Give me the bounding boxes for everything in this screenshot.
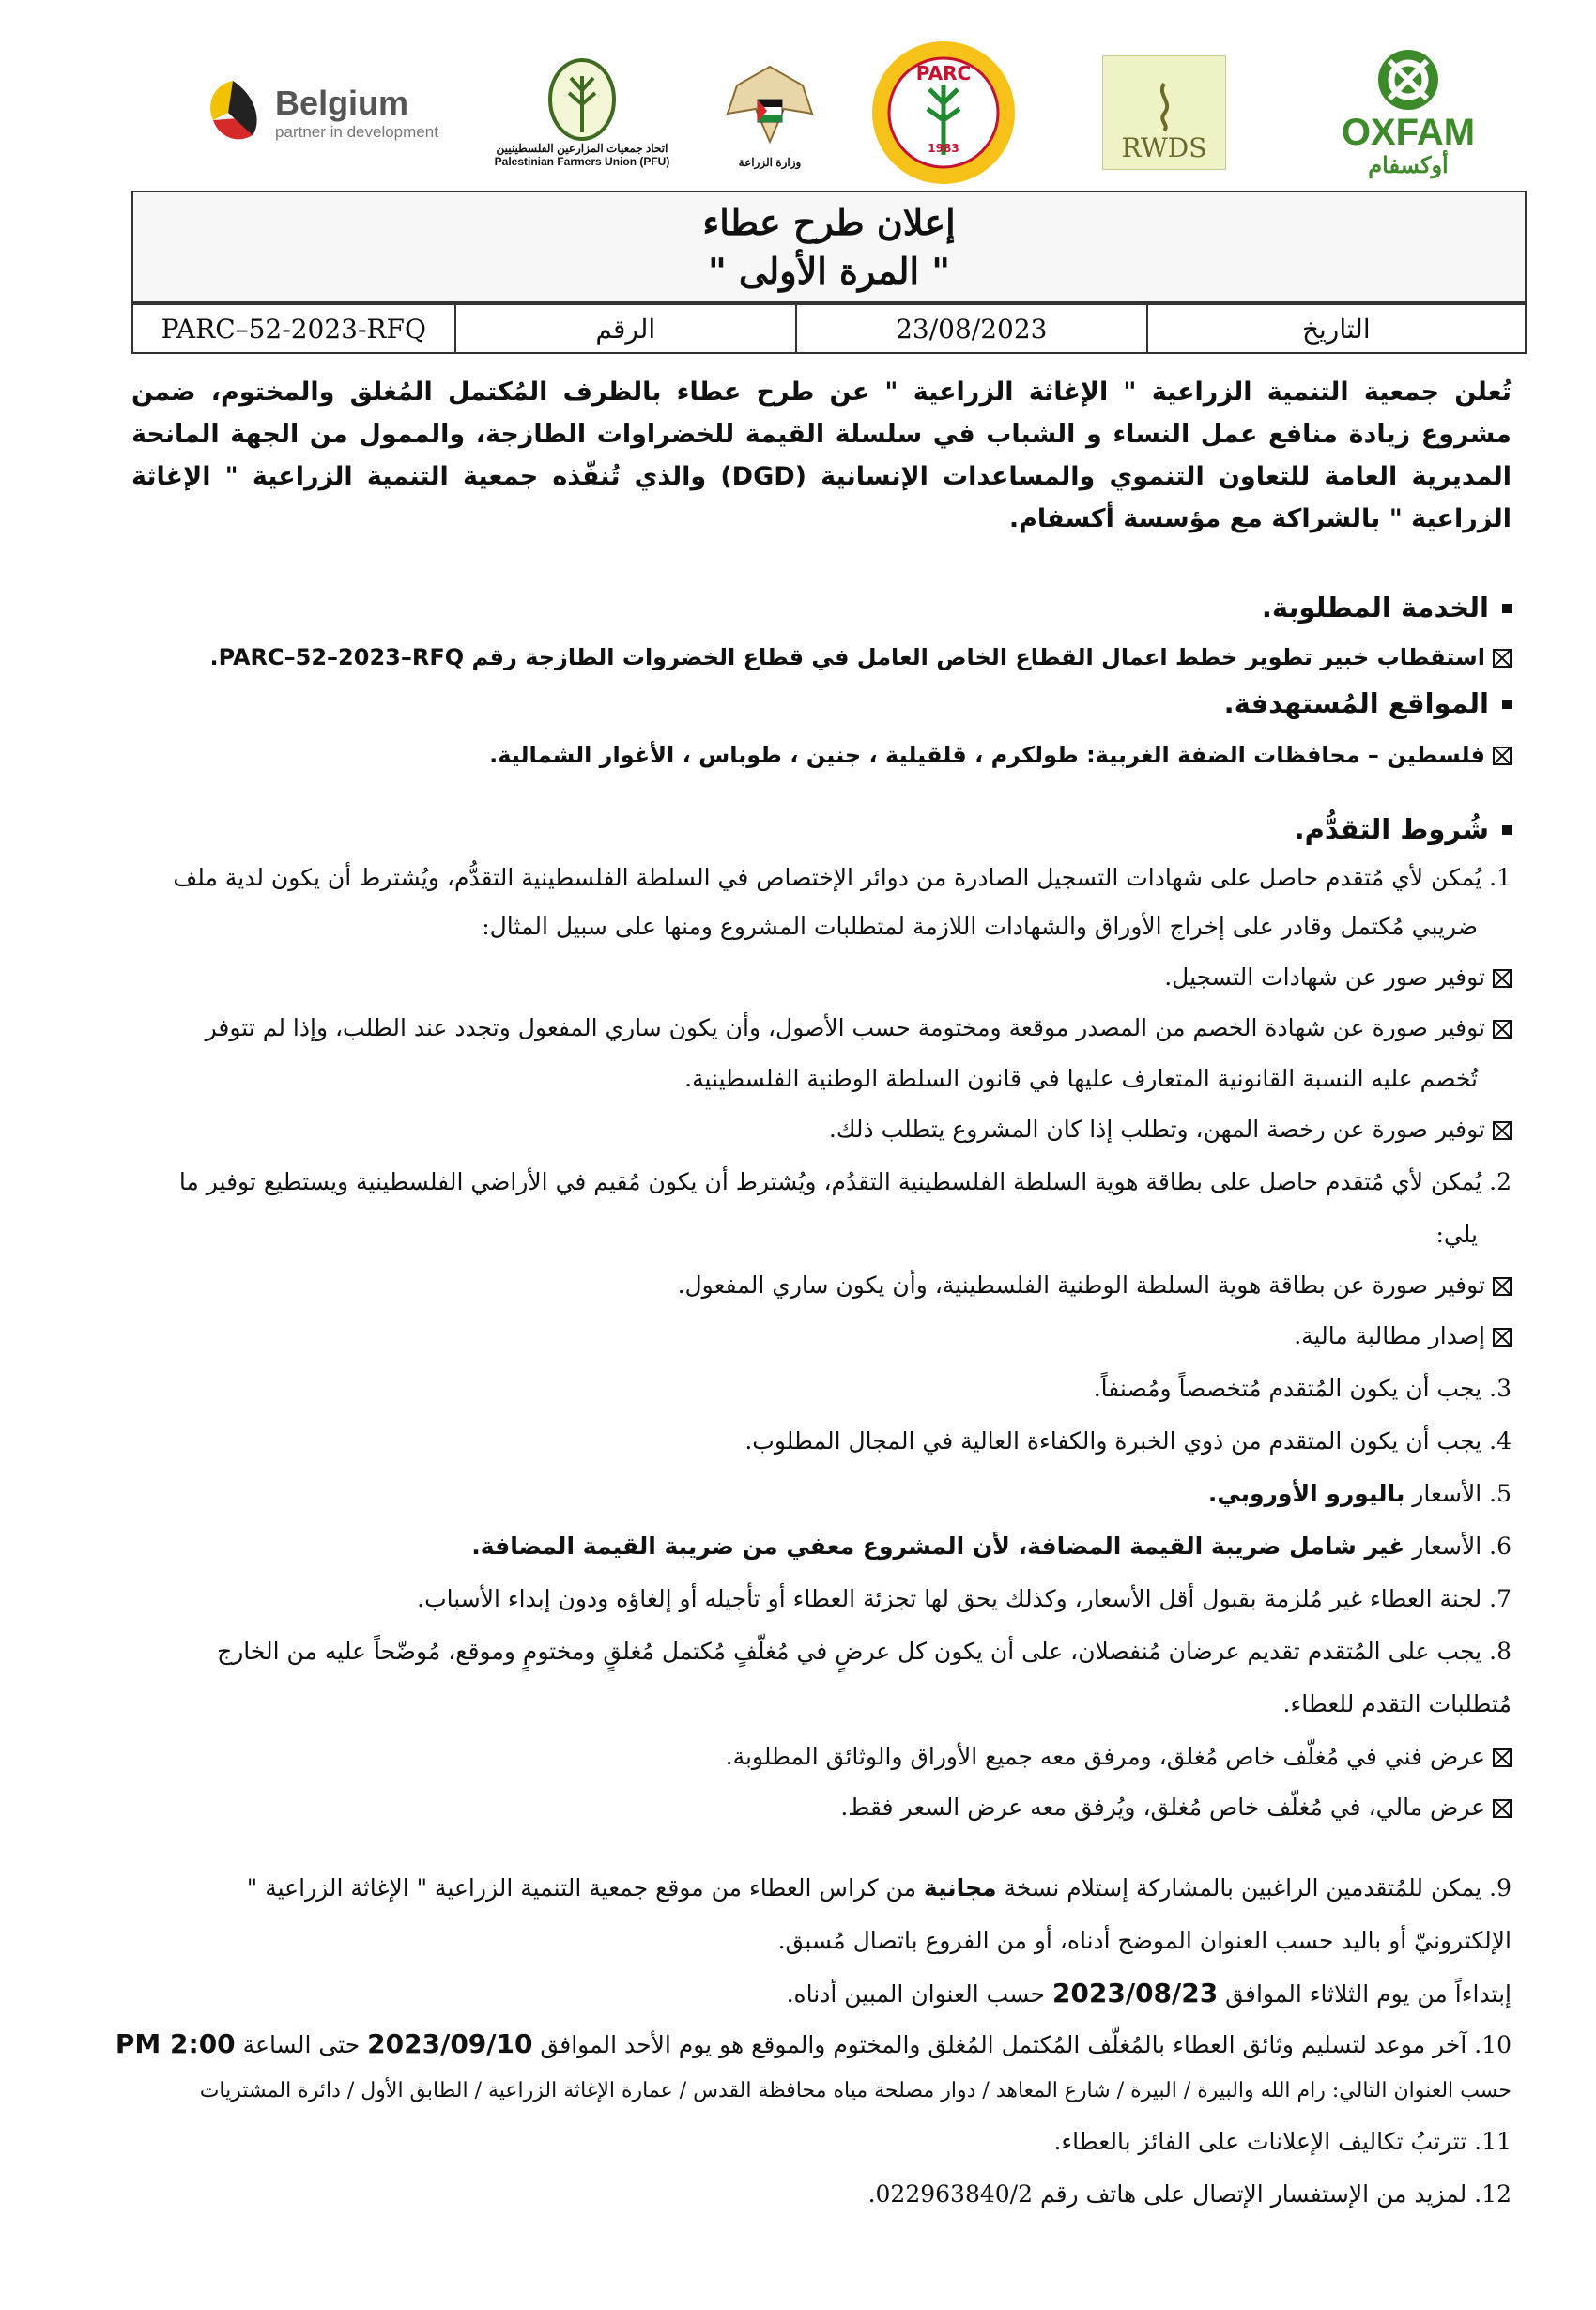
condition-9-line-3: إبتداءاً من يوم الثلاثاء الموافق 2023/08/23 حسب العنوان المبين أدناه. [786,1978,1512,2009]
bullet-square-icon [1502,604,1512,613]
checkbox-x-icon [1493,1277,1512,1296]
rwds-name: RWDS [1121,132,1207,163]
condition-1-item-3: توفير صورة عن رخصة المهن، وتطلب إذا كان المشروع يتطلب ذلك. [829,1116,1512,1143]
condition-2-line-1: 2. يُمكن لأي مُتقدم حاصل على بطاقة هوية السلطة الفلسطينية التقدُم، ويُشترط أن يكون مُقيم في الأراضي الفلسطينية ويستطيع توفير ما [178,1168,1512,1195]
belgium-name: Belgium [275,84,409,122]
condition-10: 10. آخر موعد لتسليم وثائق العطاء بالمُغلّف المُكتمل المُغلق والمختوم والموقع هو يوم الأحد الموافق 2023/09/10 حتى الساعة 2:00 PM [115,2028,1512,2059]
date-value: 23/08/2023 [796,304,1147,353]
condition-9-line-1: 9. يمكن للمُتقدمين الراغبين بالمشاركة إستلام نسخة مجانية من كراس العطاء من موقع جمعية التنمية الزراعية " الإغاثة الزراعية " [246,1874,1512,1902]
belgium-emblem-icon [200,75,266,150]
conditions-heading: شُروط التقدُّم. [1295,813,1512,845]
oxfam-emblem-icon [1371,47,1446,113]
announcement-subtitle: " المرة الأولى " [707,250,951,292]
date-label: التاريخ [1147,304,1526,353]
logo-strip [169,38,1512,188]
condition-1-item-1: توفير صور عن شهادات التسجيل. [1164,963,1512,991]
intro-paragraph: تُعلن جمعية التنمية الزراعية " الإغاثة الزراعية " عن طرح عطاء بالظرف المُكتمل المُغلق والمختوم، ضمن مشروع زيادة منافع عمل النساء و الشباب في سلسلة القيمة للخضراوات الطازجة، والممول من الجهة المانحة المديرية العامة للتعاون التنموي والمساعدات الإنسانية (DGD) والذي تُنفّذه جمعية التنمية الزراعية " الإغاثة الزراعية " بالشراكة مع مؤسسة أكسفام. [131,377,1512,533]
pfu-emblem-icon [545,57,620,142]
parc-sun-emblem-icon [862,38,1026,188]
condition-4: 4. يجب أن يكون المتقدم من ذوي الخبرة والكفاءة العالية في المجال المطلوب. [744,1427,1512,1455]
parc-year: 1983 [927,142,959,155]
condition-8-line-1: 8. يجب على المُتقدم تقديم عرضان مُنفصلان، على أن يكون كل عرضٍ في مُغلّفٍ مُكتمل مُغلقٍ ومختومٍ وموقع، مُوضّحاً عليه من الخارج [217,1638,1512,1665]
belgium-subtitle: partner in development [275,123,438,141]
rwds-figure-icon [1136,76,1192,132]
condition-12: 12. لمزيد من الإستفسار الإتصال على هاتف رقم 022963840/2. [867,2180,1512,2208]
bullet-square-icon [1502,825,1512,835]
rwds-logo [1098,38,1230,188]
condition-5: 5. الأسعار باليورو الأوروبي. [1207,1480,1512,1507]
condition-1-item-2-line-2: تُخصم عليه النسبة القانونية المتعارف عليها في قانون السلطة الوطنية الفلسطينية. [684,1065,1478,1092]
ministry-name: وزارة الزراعة [738,155,802,169]
checkbox-x-icon [1493,1748,1512,1767]
pfu-english-name: Palestinian Farmers Union (PFU) [494,155,670,168]
address-line: حسب العنوان التالي: رام الله والبيرة / البيرة / شارع المعاهد / دوار مصلحة مياه محافظة القدس / عمارة الإغاثة الزراعية / الطابق الأول / دائرة المشتريات [199,2079,1512,2102]
checkbox-x-icon [1493,1121,1512,1140]
condition-1-item-2-line-1: توفير صورة عن شهادة الخصم من المصدر موقعة ومختومة حسب الأصول، وأن يكون ساري المفعول وتجدد عند الطلب، وإذا لم تتوفر [206,1014,1512,1041]
service-item: استقطاب خبير تطوير خطط اعمال القطاع الخاص العامل في قطاع الخضروات الطازجة رقم PARC–52–2023–RFQ. [209,644,1512,670]
checkbox-x-icon [1493,747,1512,765]
checkbox-x-icon [1493,649,1512,668]
checkbox-x-icon [1493,969,1512,988]
condition-1-line-2: ضريبي مُكتمل وقادر على إخراج الأوراق والشهادات اللازمة لمتطلبات المشروع ومنها على سبيل المثال: [482,913,1478,940]
announcement-title: إعلان طرح عطاء [702,201,956,243]
oxfam-logo [1305,38,1512,188]
parc-acronym: PARC [915,62,971,85]
service-heading: الخدمة المطلوبة. [1262,592,1512,624]
condition-8-item-2: عرض مالي، في مُغلّف خاص مُغلق، ويُرفق معه عرض السعر فقط. [840,1794,1512,1821]
announcement-title-box [131,191,1527,303]
parc-logo [854,38,1033,188]
locations-heading: المواقع المُستهدفة. [1224,687,1512,719]
ministry-logo [709,38,831,188]
reference-date-table [131,303,1527,354]
condition-9-line-2: الإلكترونيّ أو باليد حسب العنوان الموضح أدناه، أو من الفروع باتصال مُسبق. [777,1927,1512,1954]
condition-11: 11. تترتبُ تكاليف الإعلانات على الفائز بالعطاء. [1053,2128,1512,2155]
pfu-logo [469,38,695,188]
locations-item: فلسطين – محافظات الضفة الغربية: طولكرم ، قلقيلية ، جنين ، طوباس ، الأغوار الشمالية. [489,742,1512,768]
condition-2-item-1: توفير صورة عن بطاقة هوية السلطة الوطنية الفلسطينية، وأن يكون ساري المفعول. [678,1271,1512,1299]
reference-label: الرقم [455,304,796,353]
bullet-square-icon [1502,700,1512,709]
condition-6: 6. الأسعار غير شامل ضريبة القيمة المضافة، لأن المشروع معفي من ضريبة القيمة المضافة. [471,1532,1512,1560]
reference-number: PARC–52-2023-RFQ [132,304,455,353]
pfu-arabic-name: اتحاد جمعيات المزارعين الفلسطينيين [496,142,668,155]
oxfam-name: OXFAM [1341,111,1476,153]
condition-2-line-2: يلي: [1435,1221,1478,1248]
checkbox-x-icon [1493,1020,1512,1039]
condition-1-line-1: 1. يُمكن لأي مُتقدم حاصل على شهادات التسجيل الصادرة من دوائر الإختصاص في السلطة الفلسطينية التقدُّم، ويُشترط أن يكون لدية ملف [173,864,1512,891]
checkbox-x-icon [1493,1328,1512,1347]
condition-3: 3. يجب أن يكون المُتقدم مُتخصصاً ومُصنفاً. [1093,1375,1512,1402]
belgium-logo [178,38,460,188]
eagle-emblem-icon [718,57,821,156]
checkbox-x-icon [1493,1799,1512,1818]
condition-7: 7. لجنة العطاء غير مُلزمة بقبول أقل الأسعار، وكذلك يحق لها تجزئة العطاء أو تأجيله أو إلغاؤه ودون إبداء الأسباب. [417,1585,1512,1612]
condition-2-item-2: إصدار مطالبة مالية. [1294,1322,1512,1349]
oxfam-arabic-name: أوكسفام [1368,152,1449,178]
condition-8-item-1: عرض فني في مُغلّف خاص مُغلق، ومرفق معه جميع الأوراق والوثائق المطلوبة. [726,1743,1512,1770]
condition-8-line-2: مُتطلبات التقدم للعطاء. [1282,1690,1512,1717]
